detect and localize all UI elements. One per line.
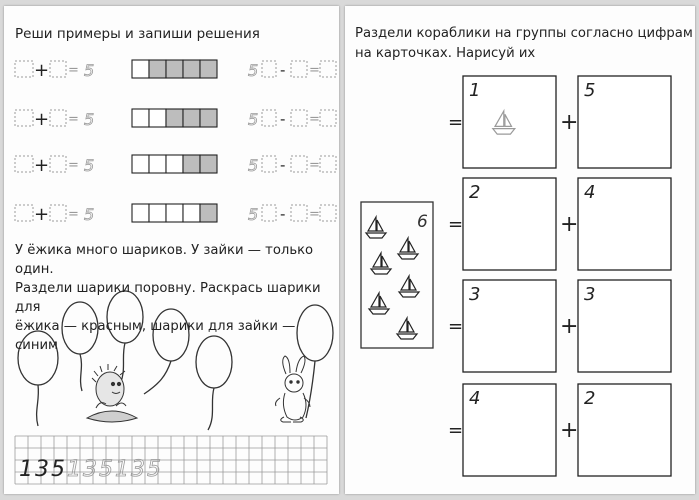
- box-number-left: 2: [469, 182, 481, 203]
- equals-sign: =: [448, 420, 464, 441]
- shaded-cell: [149, 60, 166, 78]
- task2-line: ёжика — красным, шарики для зайки — синим: [15, 319, 296, 353]
- answer-box[interactable]: [15, 61, 33, 77]
- right-page: [345, 6, 695, 494]
- answer-box[interactable]: [50, 110, 66, 126]
- empty-cell: [149, 109, 166, 127]
- example-row: [15, 109, 336, 130]
- answer-box[interactable]: [291, 61, 307, 77]
- answer-box[interactable]: [262, 156, 276, 172]
- box-number-right: 3: [584, 284, 596, 305]
- example-row: [15, 204, 336, 225]
- copybook-digit: 5: [51, 457, 65, 482]
- answer-box[interactable]: [50, 61, 66, 77]
- hedgehog-illustration: [87, 364, 137, 422]
- balloon-string: [208, 388, 214, 430]
- equals-sign: =: [68, 158, 79, 173]
- empty-cell: [149, 204, 166, 222]
- add-result: 5: [84, 61, 95, 80]
- sub-minuend: 5: [248, 110, 259, 129]
- add-result: 5: [84, 156, 95, 175]
- task1-title: Реши примеры и запиши решения: [15, 26, 260, 42]
- answer-box[interactable]: [320, 156, 336, 172]
- answer-box[interactable]: [320, 110, 336, 126]
- boat-icon: [398, 238, 418, 259]
- split-row: [448, 280, 671, 372]
- equals-sign: =: [309, 63, 320, 78]
- bunny-illustration: [276, 356, 311, 422]
- minus-sign: -: [280, 205, 286, 223]
- answer-box[interactable]: [262, 110, 276, 126]
- answer-box[interactable]: [291, 205, 307, 221]
- copybook-digit: 3: [35, 457, 49, 482]
- shaded-cell: [183, 109, 200, 127]
- shaded-cell: [200, 109, 217, 127]
- plus-sign: +: [34, 155, 50, 176]
- box-number-left: 4: [469, 388, 481, 409]
- answer-box[interactable]: [262, 61, 276, 77]
- equals-sign: =: [68, 112, 79, 127]
- copybook-digit: 5: [99, 457, 113, 482]
- split-row: [448, 178, 671, 270]
- equals-sign: =: [309, 158, 320, 173]
- box-number-right: 4: [584, 182, 596, 203]
- sub-minuend: 5: [248, 156, 259, 175]
- shaded-cell: [166, 60, 183, 78]
- balloon-string: [144, 361, 171, 394]
- task3-title-line: на карточках. Нарисуй их: [355, 46, 536, 61]
- equals-sign: =: [448, 112, 464, 133]
- plus-sign: +: [34, 60, 50, 81]
- plus-sign: +: [560, 314, 579, 339]
- balloon-string: [306, 361, 315, 418]
- empty-cell: [166, 155, 183, 173]
- empty-cell: [183, 204, 200, 222]
- equals-sign: =: [448, 214, 464, 235]
- plus-sign: +: [560, 212, 579, 237]
- answer-box[interactable]: [15, 156, 33, 172]
- shaded-cell: [183, 155, 200, 173]
- plus-sign: +: [560, 418, 579, 443]
- answer-box[interactable]: [291, 110, 307, 126]
- task3-title-line: Раздели кораблики на группы согласно цифрам: [355, 26, 693, 41]
- minus-sign: -: [280, 156, 286, 174]
- boat-icon: [369, 293, 389, 314]
- equals-sign: =: [448, 316, 464, 337]
- balloon-string: [37, 385, 39, 426]
- empty-cell: [132, 60, 149, 78]
- sub-minuend: 5: [248, 205, 259, 224]
- empty-cell: [166, 204, 183, 222]
- answer-box[interactable]: [15, 110, 33, 126]
- card-boats: [366, 217, 419, 339]
- box-number-left: 3: [469, 284, 481, 305]
- answer-box[interactable]: [50, 205, 66, 221]
- shaded-cell: [183, 60, 200, 78]
- box-number-left: 1: [469, 80, 481, 101]
- boats-card: [361, 202, 433, 348]
- example-row: [15, 155, 336, 176]
- sub-minuend: 5: [248, 61, 259, 80]
- example-row: [15, 60, 336, 81]
- examples-grid: [15, 60, 336, 225]
- copybook-digit: 5: [147, 457, 161, 482]
- copybook-digit: 3: [83, 457, 97, 482]
- box-number-right: 5: [584, 80, 596, 101]
- task2-line: Раздели шарики поровну. Раскрась шарики для: [15, 281, 321, 315]
- empty-cell: [132, 109, 149, 127]
- plus-sign: +: [560, 110, 579, 135]
- answer-box[interactable]: [291, 156, 307, 172]
- answer-box[interactable]: [15, 205, 33, 221]
- plus-sign: +: [34, 204, 50, 225]
- boat-icon: [366, 217, 386, 238]
- split-row: [448, 76, 671, 168]
- equals-sign: =: [309, 112, 320, 127]
- split-row: [448, 384, 671, 476]
- equals-sign: =: [309, 207, 320, 222]
- plus-sign: +: [34, 109, 50, 130]
- empty-cell: [132, 204, 149, 222]
- task2-line: У ёжика много шариков. У зайки — только один.: [15, 243, 314, 277]
- split-rows: [448, 76, 671, 476]
- copybook-grid: [15, 436, 327, 484]
- boat-icon: [397, 318, 417, 339]
- minus-sign: -: [280, 61, 286, 79]
- shaded-cell: [200, 60, 217, 78]
- copybook-digit: 1: [19, 457, 33, 482]
- copybook-digit: 1: [67, 457, 81, 482]
- equals-sign: =: [68, 207, 79, 222]
- copybook-digit: 1: [115, 457, 129, 482]
- add-result: 5: [84, 205, 95, 224]
- answer-box[interactable]: [262, 205, 276, 221]
- answer-box[interactable]: [320, 205, 336, 221]
- copybook-digit: 3: [131, 457, 145, 482]
- shaded-cell: [200, 204, 217, 222]
- balloon-string: [80, 354, 82, 391]
- right-page-drawing: [345, 6, 695, 494]
- answer-box[interactable]: [320, 61, 336, 77]
- answer-box[interactable]: [50, 156, 66, 172]
- minus-sign: -: [280, 110, 286, 128]
- boat-icon: [399, 276, 419, 297]
- card-number: 6: [417, 212, 428, 232]
- empty-cell: [149, 155, 166, 173]
- equals-sign: =: [68, 63, 79, 78]
- add-result: 5: [84, 110, 95, 129]
- task2-text: [15, 241, 339, 355]
- boat-icon: [371, 253, 391, 274]
- shaded-cell: [200, 155, 217, 173]
- empty-cell: [132, 155, 149, 173]
- left-page: [4, 6, 339, 494]
- shaded-cell: [166, 109, 183, 127]
- box-number-right: 2: [584, 388, 596, 409]
